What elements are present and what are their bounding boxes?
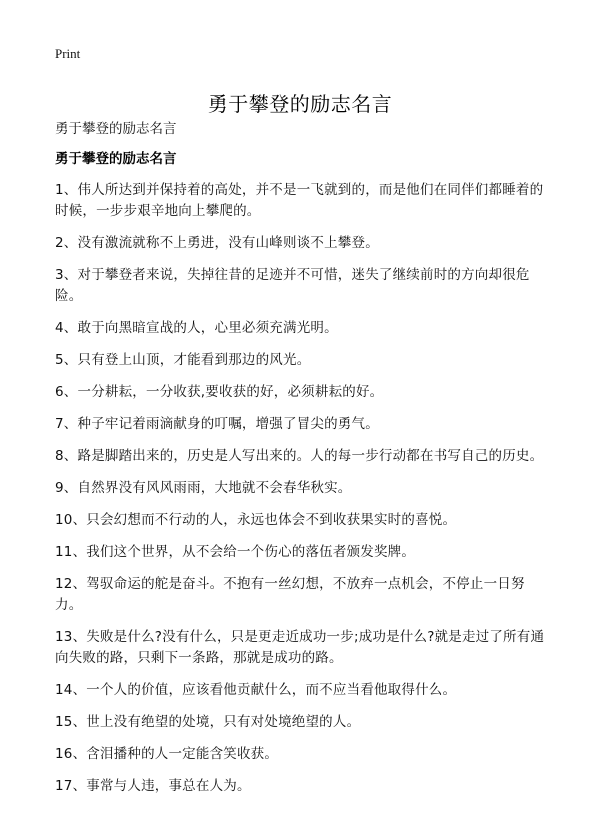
section-heading: 勇于攀登的励志名言 (55, 151, 177, 167)
quote-item-17: 17、事常与人违，事总在人为。 (55, 778, 251, 794)
quote-item-10: 10、只会幻想而不行动的人，永远也体会不到收获果实时的喜悦。 (55, 512, 457, 528)
print-label: Print (55, 46, 81, 61)
document-title: 勇于攀登的励志名言 (207, 92, 393, 117)
quote-item-11: 11、我们这个世界，从不会给一个伤心的落伍者颁发奖牌。 (55, 544, 416, 560)
quote-item-5: 5、只有登上山顶，才能看到那边的风光。 (55, 352, 311, 368)
quote-item-15: 15、世上没有绝望的处境，只有对处境绝望的人。 (55, 714, 361, 730)
quote-item-9: 9、自然界没有风风雨雨，大地就不会春华秋实。 (55, 480, 352, 496)
quote-item-13: 13、失败是什么?没有什么，只是更走近成功一步;成功是什么?就是走过了所有通向失败的路，只剩下一条路，那就是成功的路。 (55, 629, 545, 666)
quote-item-2: 2、没有激流就称不上勇进，没有山峰则谈不上攀登。 (55, 235, 379, 251)
quote-list (55, 180, 545, 808)
quote-item-3: 3、对于攀登者来说，失掉往昔的足迹并不可惜，迷失了继续前时的方向却很危险。 (55, 267, 530, 304)
quote-item-6: 6、一分耕耘，一分收获,要收获的好，必须耕耘的好。 (55, 384, 384, 400)
quote-item-16: 16、含泪播种的人一定能含笑收获。 (55, 746, 279, 762)
quote-item-8: 8、路是脚踏出来的，历史是人写出来的。人的每一步行动都在书写自己的历史。 (55, 448, 544, 464)
quote-item-7: 7、种子牢记着雨滴献身的叮嘱，增强了冒尖的勇气。 (55, 416, 379, 432)
quote-item-12: 12、驾驭命运的舵是奋斗。不抱有一丝幻想，不放弃一点机会，不停止一日努力。 (55, 576, 525, 613)
quote-item-4: 4、敢于向黑暗宣战的人，心里必须充满光明。 (55, 320, 338, 336)
quote-item-1: 1、伟人所达到并保持着的高处，并不是一飞就到的，而是他们在同伴们都睡着的时候，一步步艰辛地向上攀爬的。 (55, 182, 544, 219)
quote-item-14: 14、一个人的价值，应该看他贡献什么，而不应当看他取得什么。 (55, 682, 457, 698)
document-subtitle: 勇于攀登的励志名言 (55, 121, 177, 137)
